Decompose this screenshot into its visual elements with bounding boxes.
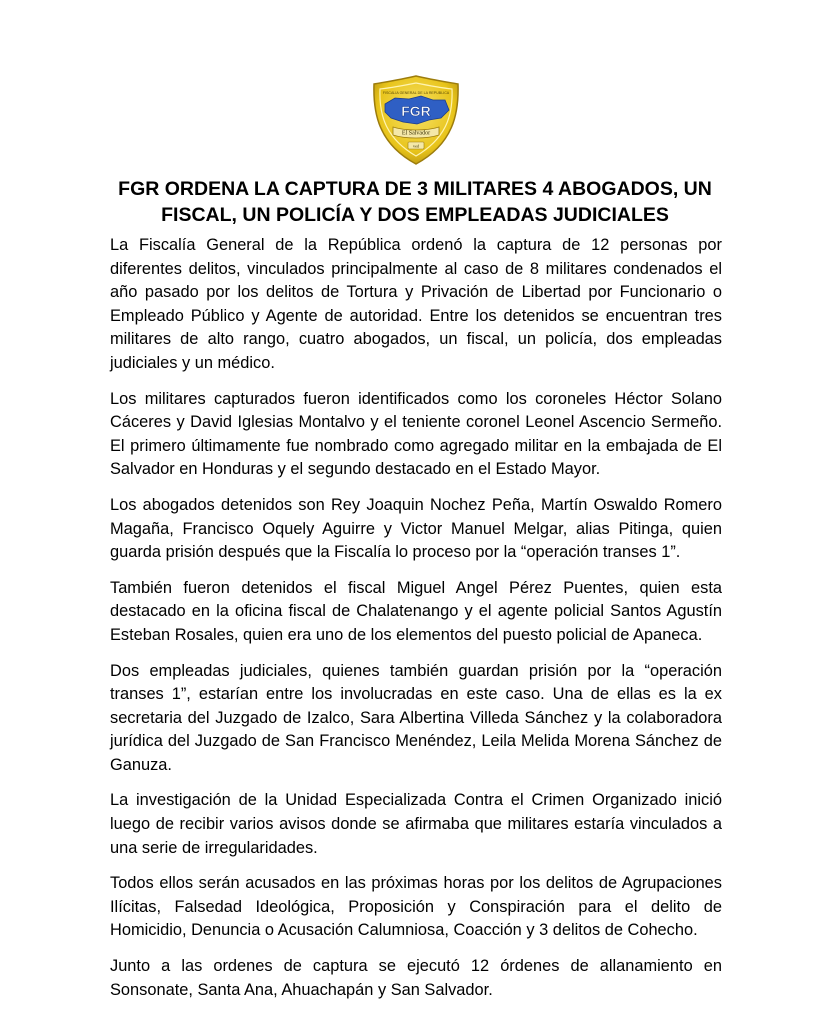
paragraph: La Fiscalía General de la República ordenó la captura de 12 personas por diferentes delitos, vinculados principalmente al caso de 8 militares condenados el año pasado por los delitos de Tortura y Privación de Libertad por Funcionario o Empleado Público y Agente de autoridad. Entre los detenidos se encuentran tres militares de alto rango, cuatro abogados, un fiscal, un policía, dos empleadas judiciales y un médico. — [110, 236, 722, 372]
logo-country: El Salvador — [401, 130, 431, 137]
fgr-shield-logo — [371, 74, 461, 166]
headline: FGR ORDENA LA CAPTURA DE 3 MILITARES 4 ABOGADOS, UN FISCAL, UN POLICÍA Y DOS EMPLEADAS JUDICIALES — [118, 178, 712, 226]
paragraph: También fueron detenidos el fiscal Miguel Angel Pérez Puentes, quien esta destacado en la oficina fiscal de Chalatenango y el agente policial Santos Agustín Esteban Rosales, quien era uno de los elementos del puesto policial de Apaneca. — [110, 578, 722, 644]
paragraph: Los abogados detenidos son Rey Joaquin Nochez Peña, Martín Oswaldo Romero Magaña, Francisco Oquely Aguirre y Victor Manuel Melgar, alias Pitinga, quien guarda prisión después que la Fiscalía lo proceso por la “operación transes 1”. — [110, 495, 722, 562]
article-body — [110, 234, 722, 1014]
logo-ring-text: FISCALIA GENERAL DE LA REPUBLICA — [382, 91, 450, 95]
logo-acronym: FGR — [401, 103, 431, 119]
logo-motto: ved — [412, 143, 420, 149]
paragraph: Dos empleadas judiciales, quienes también guardan prisión por la “operación transes 1”, estarían entre los involucradas en este caso. Una de ellas es la ex secretaria del Juzgado de Izalco, Sara Albertina Villeda Sánchez y la colaboradora jurídica del Juzgado de San Francisco Menéndez, Leila Melida Morena Sánchez de Ganuza. — [110, 661, 722, 774]
paragraph: La investigación de la Unidad Especializada Contra el Crimen Organizado inició luego de recibir varios avisos donde se afirmaba que militares estaría vinculados a una serie de irregularidades. — [110, 791, 722, 857]
fgr-shield-icon — [371, 74, 461, 166]
paragraph: Los militares capturados fueron identificados como los coroneles Héctor Solano Cáceres y David Iglesias Montalvo y el teniente coronel Leonel Ascencio Sermeño. El primero últimamente fue nombrado como agregado militar en la embajada de El Salvador en Honduras y el segundo destacado en el Estado Mayor. — [110, 389, 722, 479]
paragraph: Junto a las ordenes de captura se ejecutó 12 órdenes de allanamiento en Sonsonate, Santa Ana, Ahuachapán y San Salvador. — [110, 957, 722, 999]
paragraph: Todos ellos serán acusados en las próximas horas por los delitos de Agrupaciones Ilícitas, Falsedad Ideológica, Proposición y Conspiración para el delito de Homicidio, Denuncia o Acusación Calumniosa, Coacción y 3 delitos de Cohecho. — [110, 874, 722, 940]
